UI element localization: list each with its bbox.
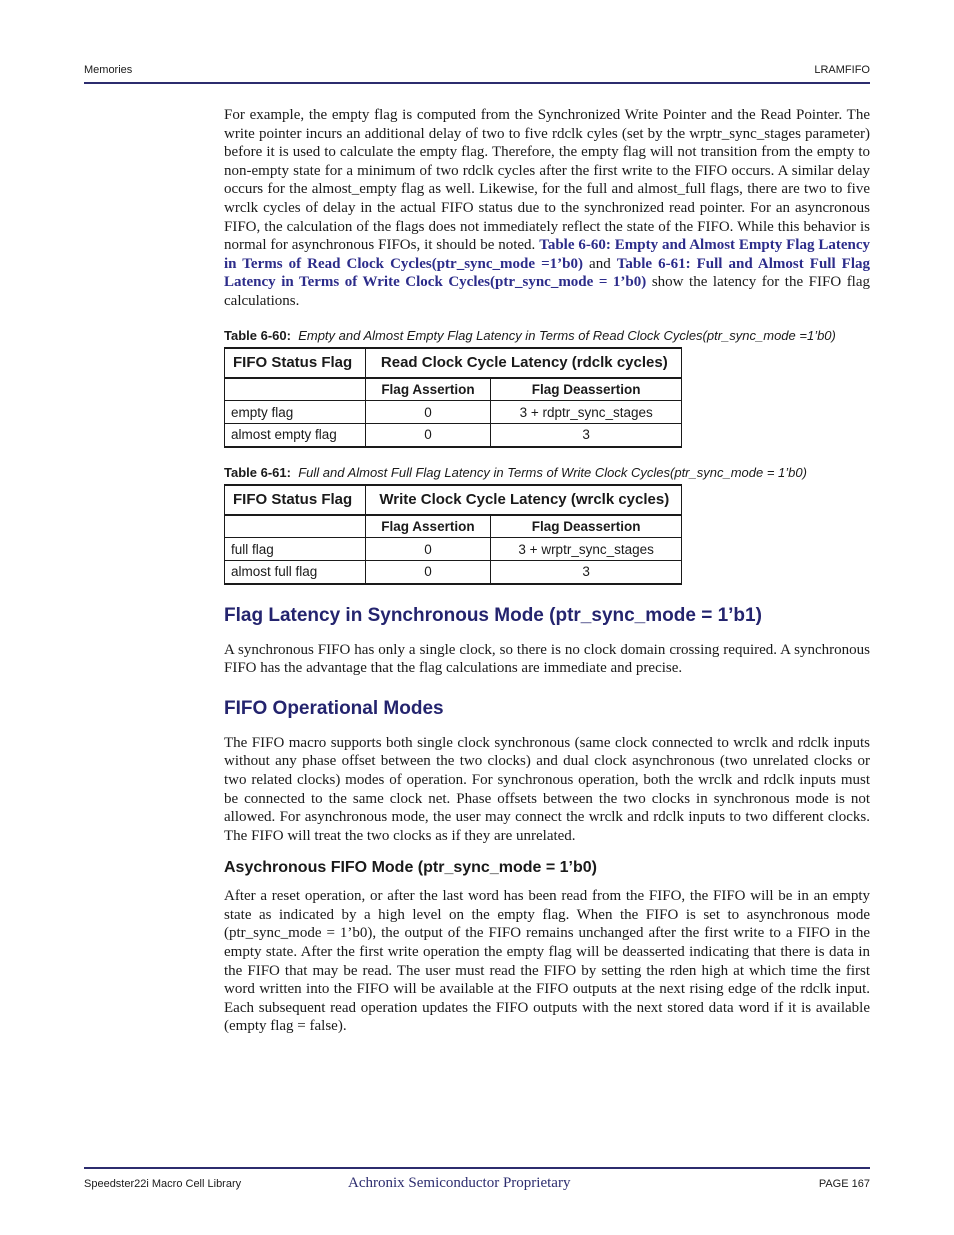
table-row <box>225 561 682 584</box>
table-6-61 <box>224 484 682 585</box>
footer-proprietary-notice: Achronix Semiconductor Proprietary <box>348 1175 571 1191</box>
table-6-60 <box>224 347 682 448</box>
cell-deassertion: 3 <box>491 424 682 447</box>
table-row <box>225 401 682 424</box>
sync-mode-paragraph: A synchronous FIFO has only a single clock, so there is no clock domain crossing required. A synchronous FIFO has the advantage that the flag calculations are immediate and precise. <box>224 641 870 677</box>
cell-deassertion: 3 + wrptr_sync_stages <box>491 538 682 561</box>
table-6-61-title: Full and Almost Full Flag Latency in Terms of Write Clock Cycles(ptr_sync_mode = 1’b0) <box>298 464 807 480</box>
column-header-latency: Read Clock Cycle Latency (rdclk cycles) <box>365 348 681 378</box>
intro-and: and <box>589 255 611 272</box>
cell-assertion: 0 <box>365 401 491 424</box>
column-subheader-blank <box>225 378 366 401</box>
async-mode-paragraph: After a reset operation, or after the last word has been read from the FIFO, the FIFO will be in an empty state as indicated by a high level on the empty flag. When the FIFO is set to asynchronous mode (ptr_sync_mode = 1’b0), the output of the FIFO remains unchanged after the first write to a FIFO in the empty state. After the first write operation the empty flag will be deasserted indicating that there is data in the FIFO that may be read. The user must read the FIFO by setting the rden high at which time the first word written into the FIFO will be available at the FIFO outputs at the next rising edge of the rdclk input. Each subsequent read operation updates the FIFO outputs with the next stored data word if it is available (empty flag = false). <box>224 888 870 1035</box>
intro-paragraph <box>224 106 870 311</box>
column-subheader-blank <box>225 515 366 538</box>
column-subheader-assertion: Flag Assertion <box>365 515 491 538</box>
operational-modes-heading: FIFO Operational Modes <box>224 697 444 719</box>
sync-mode-heading: Flag Latency in Synchronous Mode (ptr_sync_mode = 1’b1) <box>224 604 762 626</box>
column-subheader-assertion: Flag Assertion <box>365 378 491 401</box>
header-section-name: Memories <box>84 64 133 76</box>
cell-flag: empty flag <box>225 401 366 424</box>
column-subheader-deassertion: Flag Deassertion <box>491 378 682 401</box>
table-6-61-number: Table 6-61: <box>224 464 291 480</box>
cell-assertion: 0 <box>365 561 491 584</box>
intro-text: For example, the empty flag is computed from the Synchronized Write Pointer and the Read Pointer. The write pointer incurs an additional delay of two to five rdclk cyles (set by the wrptr_sync_stages parameter) before it is used to calculate the empty flag. Therefore, the empty flag will not transition from the empty to non-empty state for a minimum of two rdclk cycles after the first write to the FIFO occurs. A similar delay occurs for the almost_empty flag as well. Likewise, for the full and almost_full flags, there are two to five wrclk cycles of delay in the actual FIFO status due to the synchronized read pointer. For an asyncronous FIFO, the calculation of the flags does not immediately reflect the state of the FIFO. While this behavior is normal for asynchronous FIFOs, it should be noted. <box>224 107 870 254</box>
cell-deassertion: 3 + rdptr_sync_stages <box>491 401 682 424</box>
cell-flag: almost empty flag <box>225 424 366 447</box>
table-row <box>225 538 682 561</box>
footer-page-number: PAGE 167 <box>818 1178 870 1190</box>
cell-deassertion: 3 <box>491 561 682 584</box>
table-6-60-caption <box>224 328 870 343</box>
table-6-60-number: Table 6-60: <box>224 327 291 343</box>
page-header <box>84 64 870 84</box>
header-topic-name: LRAMFIFO <box>814 64 870 76</box>
page-footer <box>84 1167 870 1191</box>
table-6-61-link[interactable]: Table 6-61: Full and Almost Full Flag Latency in Terms of Write Clock Cycles(ptr_sync_mode = 1’b0) <box>224 255 871 291</box>
cell-assertion: 0 <box>365 538 491 561</box>
table-6-61-caption <box>224 465 870 480</box>
column-subheader-deassertion: Flag Deassertion <box>491 515 682 538</box>
cell-flag: full flag <box>225 538 366 561</box>
table-6-60-title: Empty and Almost Empty Flag Latency in Terms of Read Clock Cycles(ptr_sync_mode =1’b0) <box>298 327 836 343</box>
page-content <box>224 106 870 1036</box>
column-header-latency: Write Clock Cycle Latency (wrclk cycles) <box>365 485 681 515</box>
operational-modes-paragraph: The FIFO macro supports both single clock synchronous (same clock connected to wrclk and rdclk inputs without any phase offset between the two clocks) and dual clock asynchronous (two unrelated clocks or two related clocks) modes of operation. For synchronous operation, both the wrclk and rdclk inputs must be connected to the same clock net. Phase offsets between the two clocks in synchronous mode is not allowed. For asynchronous mode, the user may connect the wrclk and rdclk inputs to two different clocks. The FIFO will treat the two clocks as if they are unrelated. <box>224 734 870 844</box>
intro-tail: show the latency for the FIFO flag calculations. <box>224 274 871 309</box>
table-row <box>225 424 682 447</box>
column-header-flag: FIFO Status Flag <box>225 485 366 515</box>
async-mode-heading: Asychronous FIFO Mode (ptr_sync_mode = 1’b0) <box>224 859 597 877</box>
column-header-flag: FIFO Status Flag <box>225 348 366 378</box>
footer-document-title: Speedster22i Macro Cell Library <box>84 1178 242 1190</box>
cell-assertion: 0 <box>365 424 491 447</box>
table-6-60-link[interactable]: Table 6-60: Empty and Almost Empty Flag Latency in Terms of Read Clock Cycles(ptr_sync_mode =1’b0) <box>224 237 871 272</box>
cell-flag: almost full flag <box>225 561 366 584</box>
